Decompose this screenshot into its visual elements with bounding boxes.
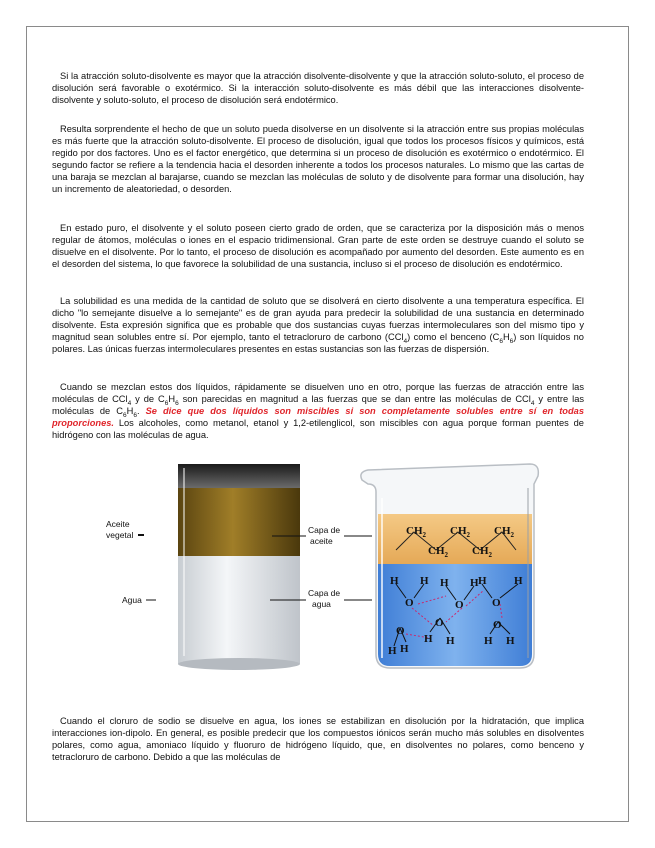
ch2-3: $CH_2$ — [494, 525, 514, 539]
atom-o: O — [396, 625, 405, 637]
label-water: Agua — [122, 595, 142, 605]
label-oil-layer-line1: Capa de — [308, 525, 341, 535]
label-oil-line1: Aceite — [106, 519, 130, 529]
paragraph-6: Cuando el cloruro de sodio se disuelve en agua, los iones se estabilizan en disolución por la hidratación, que implica interacciones ion-dipolo. En general, es posible predecir que los compuestos iónicos serán mucho más solubles en disolventes polares, como agua, amoniaco líquido y fluoruro de hidrógeno líquido, que, en disolventes no polares, como benceno y tetracloruro de carbono. Debido a que las moléculas de — [52, 716, 584, 762]
atom-h: H — [470, 577, 479, 589]
label-oil-layer-line2: aceite — [310, 536, 333, 546]
atom-h: H — [390, 575, 399, 587]
beaker-oil-layer — [378, 514, 532, 564]
miscible-definition: Se dice que dos líquidos son miscibles si son completamente solubles entre sí en todas proporciones. — [52, 406, 584, 428]
ch2-5: $CH_2$ — [472, 545, 492, 559]
atom-o: O — [455, 599, 464, 611]
atom-h: H — [506, 635, 515, 647]
atom-h: H — [420, 575, 429, 587]
paragraph-2: Resulta sorprendente el hecho de que un soluto pueda disolverse en un disolvente si la atracción entre sus propias moléculas es más fuerte que la atracción soluto-disolvente. El proceso de disolución, igual que todos los procesos físicos y químicos, está regido por dos factores. Uno es el factor energético, que determina si un proceso de disolución es exotérmico o endotérmico. El segundo factor se refiere a la tendencia hacia el desorden inherente a todos los procesos naturales. Lo mismo que las cartas de una baraja se mezclan al barajarse, cuando se mezclan las moléculas de soluto y de disolvente para formar una disolución, hay un incremento de aleatoriedad, o desorden. — [52, 124, 584, 194]
label-water-layer-line2: agua — [312, 599, 331, 609]
paragraph-5: Cuando se mezclan estos dos líquidos, rápidamente se disuelven uno en otro, porque las fuerzas de atracción entre las moléculas de CCl$_4$ y de $C_6H_6$ son parecidas en magnitud a las fuerzas que se dan entre las moléculas de CCl$_4$ y entre las moléculas de $C_6H_6$. Se dice que dos líquidos son miscibles si son completamente solubles entre sí en todas proporciones. Los alcoholes, como metanol, etanol y 1,2-etilenglicol, son miscibles con agua porque forman puentes de hidrógeno con las moléculas de agua. — [52, 382, 585, 440]
atom-h: H — [446, 635, 455, 647]
glass-rim — [178, 464, 300, 488]
atom-h: H — [478, 575, 487, 587]
atom-o: O — [492, 597, 501, 609]
miscibility-figure — [100, 458, 570, 672]
atom-o: O — [493, 619, 502, 631]
atom-o: O — [435, 617, 444, 629]
oil-in-glass — [178, 488, 300, 556]
atom-h: H — [388, 645, 397, 657]
atom-h: H — [400, 643, 409, 655]
atom-h: H — [514, 575, 523, 587]
atom-h: H — [440, 577, 449, 589]
paragraph-4: La solubilidad es una medida de la cantidad de soluto que se disolverá en cierto disolvente a una temperatura específica. El dicho "lo semejante disuelve a lo semejante" es de gran ayuda para predecir la solubilidad de una sustancia en determinado disolvente. Esta expresión significa que es probable que dos sustancias cuyas fuerzas intermoleculares son del mismo tipo y magnitud sean solubles entre sí. Por ejemplo, tanto el tetracloruro de carbono (CCl$_4$) como el benceno $(C_6H_6)$ son líquidos no polares. Las únicas fuerzas intermoleculares presentes en estas sustancias son las fuerzas de dispersión. — [52, 296, 584, 354]
paragraph-1: Si la atracción soluto-disolvente es mayor que la atracción disolvente-disolvente y que la atracción soluto-soluto, el proceso de disolución será favorable o exotérmico. Si la interacción soluto-disolvente es más débil que las interacciones disolvente-disolvente y soluto-soluto, el proceso de disolución será endotérmico. — [52, 71, 584, 105]
label-oil-line2: vegetal — [106, 530, 134, 540]
glass — [178, 464, 300, 670]
atom-h: H — [484, 635, 493, 647]
label-water-layer-line1: Capa de — [308, 588, 341, 598]
atom-h: H — [424, 633, 433, 645]
paragraph-3: En estado puro, el disolvente y el soluto poseen cierto grado de orden, que se caracteriza por la disposición más o menos regular de átomos, moléculas o iones en el espacio tridimensional. Gran parte de este orden se destruye cuando el soluto se disuelve en el disolvente. Por lo tanto, el proceso de disolución es acompañado por aumento del desorden. Este aumento es en el desorden del sistema, lo que favorece la solubilidad de una sustancia, incluso si el proceso de disolución es endotérmico. — [52, 223, 584, 269]
ch2-4: $CH_2$ — [428, 545, 448, 559]
ch2-2: $CH_2$ — [450, 525, 470, 539]
water-in-glass — [178, 556, 300, 664]
atom-o: O — [405, 597, 414, 609]
ch2-1: $CH_2$ — [406, 525, 426, 539]
